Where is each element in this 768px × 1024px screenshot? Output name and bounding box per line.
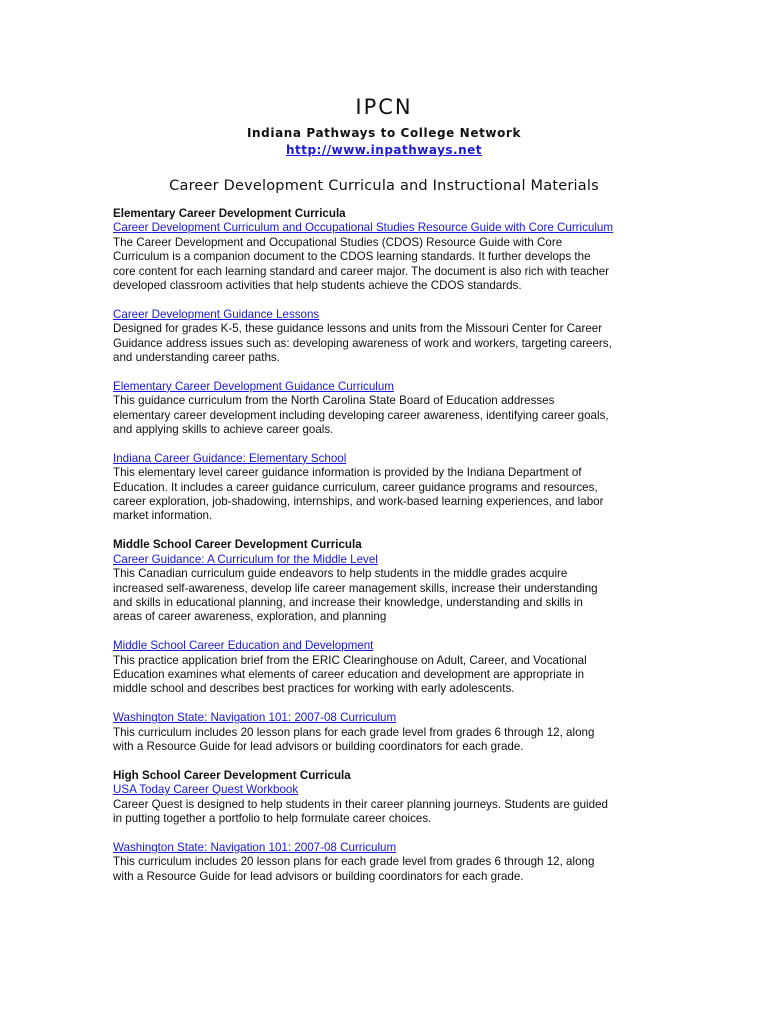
resource-entry <box>113 783 661 826</box>
description-line: with a Resource Guide for lead advisors or building coordinators for each grade. <box>113 739 524 753</box>
description-line: elementary career development including developing career awareness, identifying career goals, <box>113 408 609 422</box>
description-line: Career Quest is designed to help students in their career planning journeys. Students are guided <box>113 797 608 811</box>
resource-entry <box>113 711 661 754</box>
description-line: with a Resource Guide for lead advisors or building coordinators for each grade. <box>113 869 524 883</box>
description-line: market information. <box>113 509 213 523</box>
document-title: Career Development Curricula and Instructional Materials <box>169 178 599 194</box>
resource-link[interactable]: Elementary Career Development Guidance Curriculum <box>113 379 394 393</box>
description-line: The Career Development and Occupational Studies (CDOS) Resource Guide with Core <box>113 235 563 249</box>
description-line: This curriculum includes 20 lesson plans for each grade level from grades 6 through 12, along <box>113 855 595 869</box>
section-heading: Middle School Career Development Curricula <box>113 538 362 552</box>
website-link[interactable]: http://www.inpathways.net <box>285 143 483 157</box>
document-body <box>113 207 661 898</box>
resource-entry <box>113 452 661 524</box>
description-line: increased self-awareness, develop life career management skills, increase their understanding <box>113 581 598 595</box>
description-line: Designed for grades K-5, these guidance lessons and units from the Missouri Center for Career <box>113 322 603 336</box>
section-high-school <box>113 769 661 884</box>
resource-entry <box>113 221 661 293</box>
description-line: core content for each learning standard and career major. The document is also rich with teacher <box>113 264 610 278</box>
description-line: and applying skills to achieve career goals. <box>113 423 334 437</box>
description-line: and skills in educational planning, and increase their knowledge, understanding and skills in <box>113 595 583 609</box>
description-line: middle school and describes best practices for working with early adolescents. <box>113 682 515 696</box>
resource-link[interactable]: Career Development Guidance Lessons <box>113 307 320 321</box>
resource-entry <box>113 308 661 366</box>
description-line: This curriculum includes 20 lesson plans for each grade level from grades 6 through 12, along <box>113 725 595 739</box>
description-line: Education examines what elements of career education and development are appropriate in <box>113 667 585 681</box>
resource-link[interactable]: Middle School Career Education and Development <box>113 639 374 653</box>
ipcn-logo: IPCN <box>355 95 413 119</box>
description-line: This practice application brief from the ERIC Clearinghouse on Adult, Career, and Vocational <box>113 653 587 667</box>
description-line: Guidance address issues such as: developing awareness of work and workers, targeting careers, <box>113 336 612 350</box>
resource-link[interactable]: Washington State: Navigation 101: 2007-08 Curriculum <box>113 711 397 725</box>
section-middle-school <box>113 538 661 754</box>
description-line: career exploration, job-shadowing, internships, and work-based learning experiences, and labor <box>113 495 604 509</box>
description-line: Education. It includes a career guidance curriculum, career guidance programs and resources, <box>113 480 598 494</box>
description-line: areas of career awareness, exploration, and planning <box>113 610 387 624</box>
resource-entry <box>113 553 661 625</box>
resource-link[interactable]: Washington State: Navigation 101: 2007-08 Curriculum <box>113 840 397 854</box>
description-line: developed classroom activities that help students achieve the CDOS standards. <box>113 279 522 293</box>
organization-name: Indiana Pathways to College Network <box>246 126 522 140</box>
description-line: Curriculum is a companion document to the CDOS learning standards. It further develops the <box>113 250 591 264</box>
description-line: in putting together a portfolio to help formulate career choices. <box>113 811 432 825</box>
resource-link[interactable]: Career Development Curriculum and Occupational Studies Resource Guide with Core Curriculum <box>113 221 614 235</box>
resource-link[interactable]: Indiana Career Guidance: Elementary School <box>113 451 347 465</box>
section-heading: High School Career Development Curricula <box>113 768 351 782</box>
section-elementary <box>113 207 661 524</box>
resource-entry <box>113 380 661 438</box>
description-line: This Canadian curriculum guide endeavors to help students in the middle grades acquire <box>113 567 568 581</box>
resource-link[interactable]: Career Guidance: A Curriculum for the Middle Level <box>113 552 378 566</box>
resource-link[interactable]: USA Today Career Quest Workbook <box>113 783 299 797</box>
description-line: and understanding career paths. <box>113 351 280 365</box>
description-line: This elementary level career guidance information is provided by the Indiana Department of <box>113 466 582 480</box>
document-header <box>0 94 768 196</box>
resource-entry <box>113 841 661 884</box>
description-line: This guidance curriculum from the North Carolina State Board of Education addresses <box>113 394 555 408</box>
section-heading: Elementary Career Development Curricula <box>113 207 346 220</box>
resource-entry <box>113 639 661 697</box>
